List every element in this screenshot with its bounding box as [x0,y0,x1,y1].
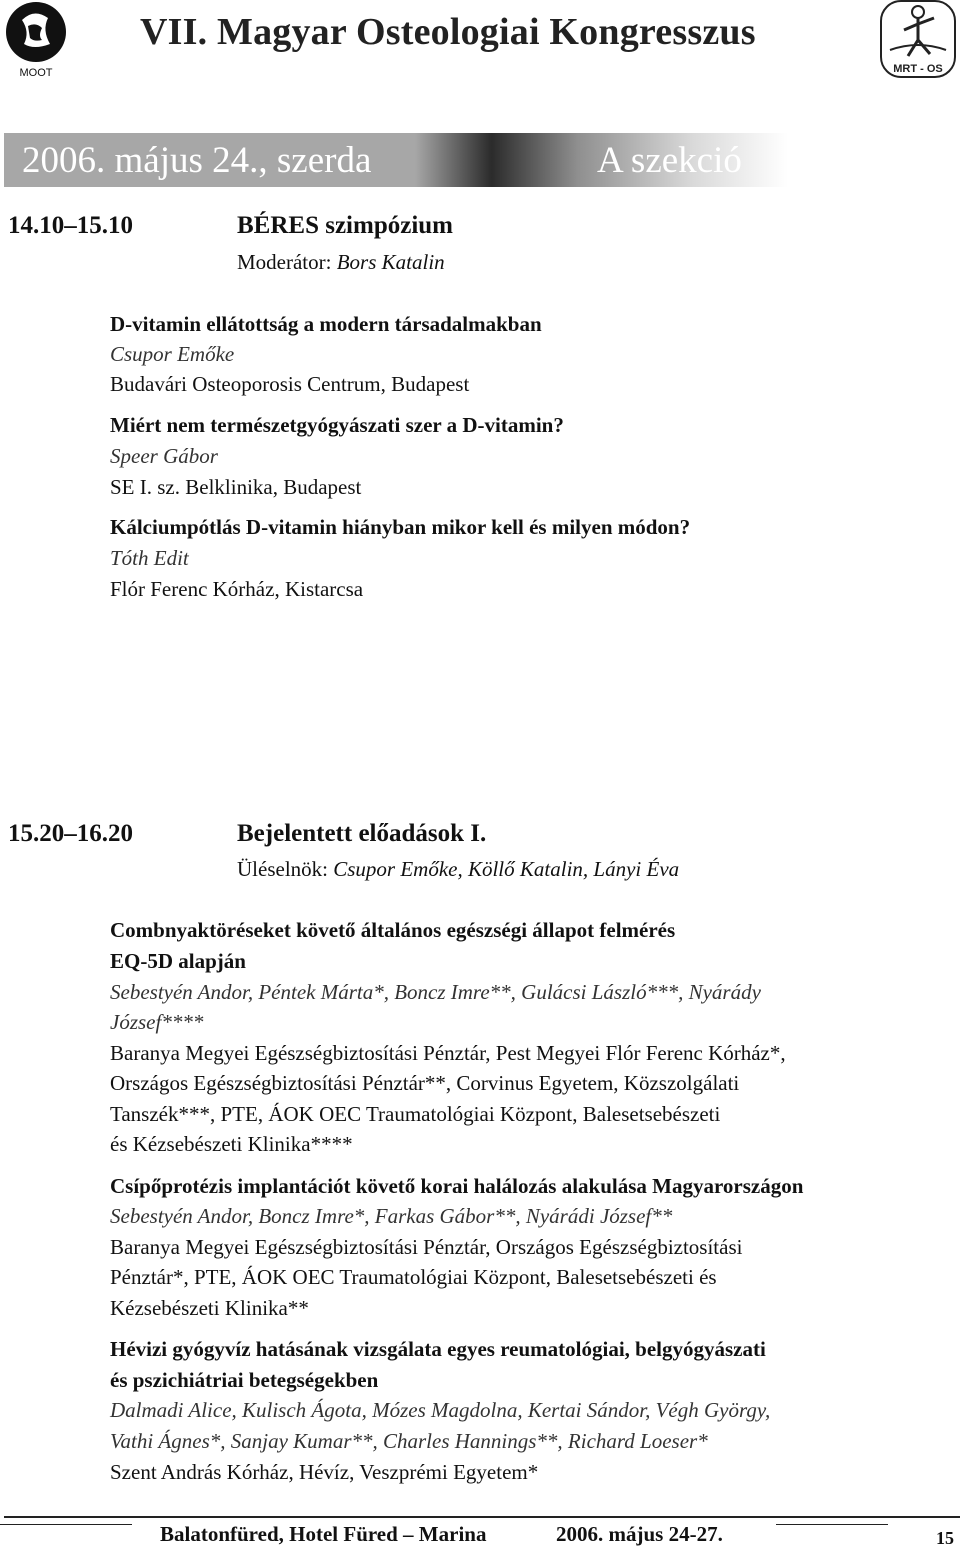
talk-institution: Tanszék***, PTE, ÁOK OEC Traumatológiai Központ, Balesetsebészeti [110,1102,721,1126]
page-number: 15 [936,1528,954,1548]
talk-authors: Sebestyén Andor, Boncz Imre*, Farkas Gábor**, Nyárádi József** [110,1204,673,1228]
talk-title: Combnyaktöréseket követő általános egészségi állapot felmérés [110,918,676,942]
session2-chairs: Üléselnök: Csupor Emőke, Köllő Katalin, Lányi Éva [237,857,680,881]
footer-rule [4,1516,960,1518]
talk-title: Miért nem természetgyógyászati szer a D-vitamin? [110,413,564,437]
talk-institution: Kézsebészeti Klinika** [110,1296,309,1320]
footer-venue: Balatonfüred, Hotel Füred – Marina [160,1522,487,1546]
mrt-os-logo [880,0,956,78]
talk-title: Hévizi gyógyvíz hatásának vizsgálata egyes reumatológiai, belgyógyászati [110,1337,766,1361]
footer-divider [0,1524,132,1525]
section-label: A szekció [597,140,742,181]
footer-dates: 2006. május 24-27. [556,1522,723,1546]
talk-institution: és Kézsebészeti Klinika**** [110,1132,353,1156]
session1-moderator: Moderátor: Bors Katalin [237,250,445,274]
svg-text:MRT - OS: MRT - OS [893,63,943,75]
session1-title: BÉRES szimpózium [237,212,454,239]
session1-time: 14.10–15.10 [8,212,133,239]
session2-title: Bejelentett előadások I. [237,820,487,847]
talk-authors: Speer Gábor [110,444,218,468]
talk-authors: Csupor Emőke [110,342,235,366]
talk-institution: SE I. sz. Belklinika, Budapest [110,475,362,499]
talk-title: és pszichiátriai betegségekben [110,1368,379,1392]
talk-authors: Sebestyén Andor, Péntek Márta*, Boncz Imre**, Gulácsi László***, Nyárády [110,980,761,1004]
talk-institution: Országos Egészségbiztosítási Pénztár**, Corvinus Egyetem, Közszolgálati [110,1071,740,1095]
talk-authors: Tóth Edit [110,546,189,570]
congress-title: VII. Magyar Osteologiai Kongresszus [140,11,756,53]
talk-title: Csípőprotézis implantációt követő korai halálozás alakulása Magyarországon [110,1174,804,1198]
day-label: 2006. május 24., szerda [22,140,372,181]
footer-divider [776,1524,888,1525]
talk-title: D-vitamin ellátottság a modern társadalmakban [110,312,542,336]
session2-time: 15.20–16.20 [8,820,133,847]
talk-institution: Szent András Kórház, Hévíz, Veszprémi Egyetem* [110,1460,539,1484]
svg-text:MOOT: MOOT [19,67,53,79]
talk-title: EQ-5D alapján [110,949,246,973]
talk-institution: Flór Ferenc Kórház, Kistarcsa [110,577,364,601]
moot-logo [4,0,68,80]
talk-authors: József**** [110,1010,204,1034]
talk-institution: Budavári Osteoporosis Centrum, Budapest [110,372,470,396]
talk-authors: Dalmadi Alice, Kulisch Ágota, Mózes Magdolna, Kertai Sándor, Végh György, [110,1398,771,1422]
talk-title: Kálciumpótlás D-vitamin hiányban mikor kell és milyen módon? [110,515,691,539]
talk-institution: Pénztár*, PTE, ÁOK OEC Traumatológiai Központ, Balesetsebészeti és [110,1265,717,1289]
talk-institution: Baranya Megyei Egészségbiztosítási Pénztár, Pest Megyei Flór Ferenc Kórház*, [110,1041,786,1065]
talk-authors: Vathi Ágnes*, Sanjay Kumar**, Charles Hannings**, Richard Loeser* [110,1429,708,1453]
talk-institution: Baranya Megyei Egészségbiztosítási Pénztár, Országos Egészségbiztosítási [110,1235,743,1259]
